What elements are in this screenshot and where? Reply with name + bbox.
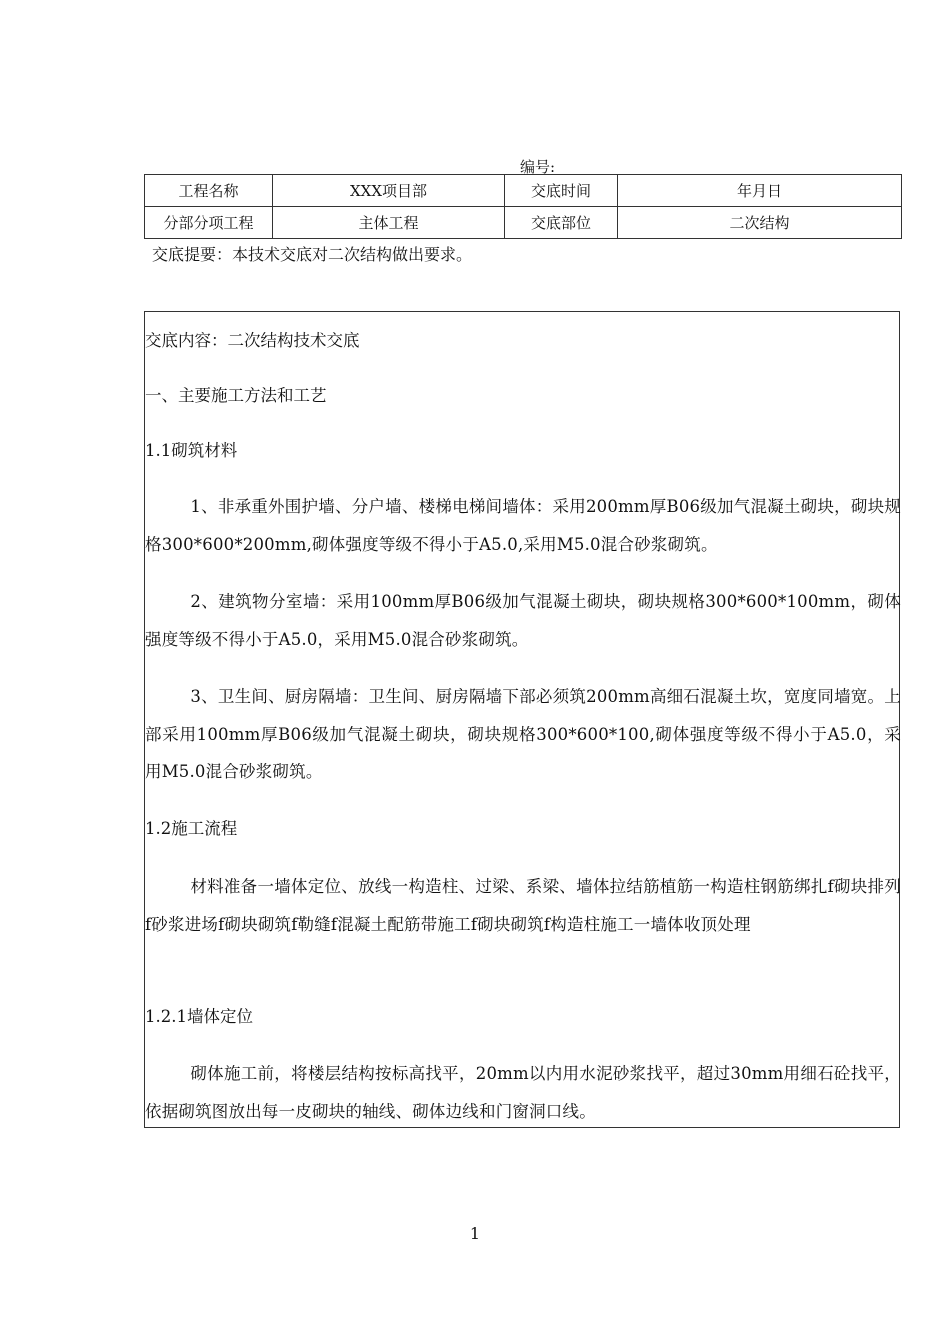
handover-location-label: 交底部位 (505, 207, 618, 239)
subsection-heading: 1.2施工流程 (145, 819, 238, 838)
project-info-table (144, 174, 902, 239)
paragraph: 3、卫生间、厨房隔墙：卫生间、厨房隔墙下部必须筑200mm高细石混凝土坎，宽度同墙宽。上部采用100mm厚B06级加气混凝土砌块，砌块规格300*600*100,砌体强度等级不得小于A5.0，采用M5.0混合砂浆砌筑。 (145, 687, 901, 781)
page-number: 1 (469, 1224, 481, 1243)
paragraph: 砌体施工前，将楼层结构按标高找平，20mm以内用水泥砂浆找平，超过30mm用细石砼找平，依据砌筑图放出每一皮砌块的轴线、砌体边线和门窗洞口线。 (145, 1064, 901, 1121)
project-name-value: XXX项目部 (273, 175, 505, 207)
handover-time-value: 年月日 (618, 175, 902, 207)
paragraph: 材料准备一墙体定位、放线一构造柱、过梁、系梁、墙体拉结筋植筋一构造柱钢筋绑扎f砌块排列f砂浆进场f砌块砌筑f勒缝f混凝土配筋带施工f砌块砌筑f构造柱施工一墙体收顶处理 (145, 877, 901, 934)
paragraph: 2、建筑物分室墙：采用100mm厚B06级加气混凝土砌块，砌块规格300*600*100mm，砌体强度等级不得小于A5.0，采用M5.0混合砂浆砌筑。 (145, 592, 901, 649)
handover-content-box (144, 311, 900, 1128)
serial-number-label: 编号: (520, 158, 556, 176)
paragraph: 1、非承重外围护墙、分户墙、楼梯电梯间墙体：采用200mm厚B06级加气混凝土砌块，砌块规格300*600*200mm,砌体强度等级不得小于A5.0,采用M5.0混合砂浆砌筑。 (145, 497, 901, 554)
handover-summary: 交底提要：本技术交底对二次结构做出要求。 (152, 245, 473, 264)
content-title: 交底内容：二次结构技术交底 (145, 331, 360, 350)
sub-project-label: 分部分项工程 (145, 207, 273, 239)
subsection-heading: 1.1砌筑材料 (145, 441, 238, 460)
handover-time-label: 交底时间 (505, 175, 618, 207)
table-row (145, 207, 902, 239)
subsection-heading: 1.2.1墙体定位 (145, 1007, 253, 1026)
table-row (145, 175, 902, 207)
sub-project-value: 主体工程 (273, 207, 505, 239)
handover-location-value: 二次结构 (618, 207, 902, 239)
section-heading: 一、主要施工方法和工艺 (145, 386, 327, 405)
project-name-label: 工程名称 (145, 175, 273, 207)
